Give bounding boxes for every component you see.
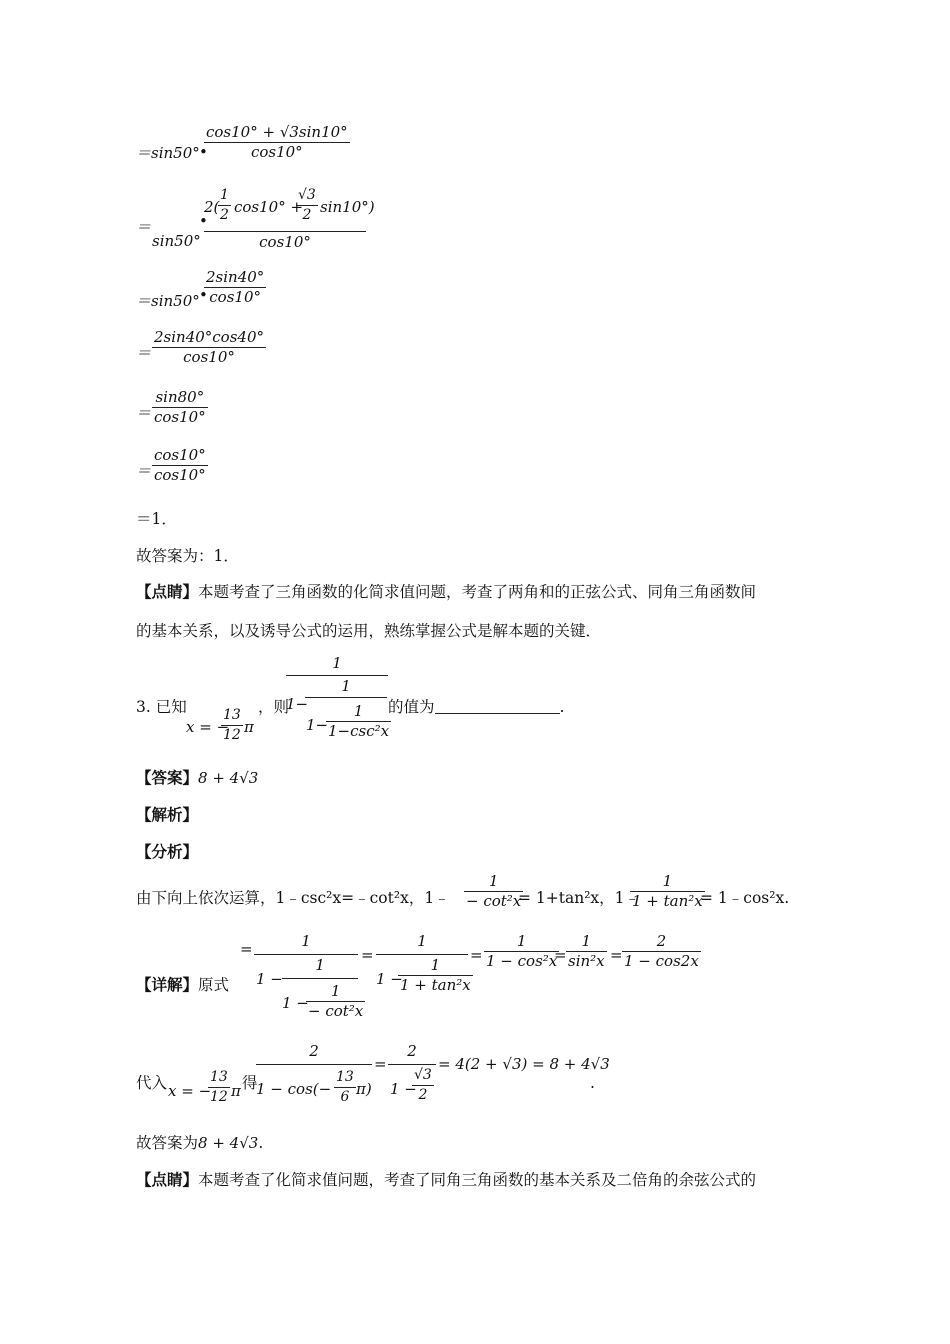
nested-fraction: [286, 654, 388, 676]
numerator: 1: [488, 872, 499, 890]
answer-blank: [435, 699, 560, 714]
sub-fraction-2: [388, 1042, 436, 1065]
denominator: cos10°: [250, 143, 303, 161]
equals-sign: =: [470, 946, 483, 964]
numerator: 1: [220, 187, 229, 203]
denominator: 1 + tan²x: [632, 892, 703, 910]
question-3-number: 3. 已知: [136, 698, 187, 716]
detail-eq2: [376, 932, 468, 955]
numerator: 1: [430, 956, 441, 974]
detail-eq3: [484, 932, 559, 971]
fenxi-text-a: 由下向上依次运算，1﹣csc²x=﹣cot²x，1﹣: [136, 889, 450, 907]
denominator: cos10°: [154, 466, 206, 484]
numerator: √3: [298, 187, 316, 203]
sub-f1-den-a: 1 − cos(−: [256, 1080, 332, 1098]
dot-operator: •: [199, 143, 208, 161]
denominator: cos10°: [259, 233, 311, 251]
comment-line-1: [136, 582, 756, 602]
numerator: 2: [656, 932, 667, 950]
numerator: sin80°: [155, 388, 205, 406]
numerator-part: cos10° +: [234, 198, 304, 216]
denominator: 1 − cos2x: [624, 952, 699, 970]
nested-mid-fraction: [305, 677, 387, 698]
numerator-part: 2(: [204, 198, 220, 216]
sub-f1-den-b: π): [356, 1080, 372, 1098]
answer-line: [136, 768, 258, 788]
value-of-text: [388, 697, 564, 717]
eq1-inner2: [306, 982, 365, 1021]
detail-label: [136, 975, 229, 995]
answer-line-1: 故答案为：1．: [136, 547, 239, 565]
numerator: 2: [407, 1042, 417, 1060]
eq2-lead: 1 −: [376, 970, 403, 988]
period: .: [258, 1134, 264, 1152]
denominator: cos10°: [209, 288, 261, 306]
numerator: 1: [301, 932, 311, 950]
sub-result: = 4(2 + √3) = 8 + 4√3: [438, 1055, 610, 1073]
deriv-line1-fraction: [204, 123, 350, 162]
equals-sign: =: [361, 946, 374, 964]
equals-sign: =: [240, 940, 253, 958]
denominator: 12: [223, 727, 241, 743]
nested-low-lead: 1−: [306, 716, 329, 734]
detail-text: 原式: [198, 976, 230, 994]
numerator: 1: [581, 932, 592, 950]
pi-symbol: π: [231, 1082, 241, 1100]
deriv-line5-fraction: [152, 388, 208, 427]
analysis-tag: 【解析】: [136, 805, 199, 824]
numerator: 2sin40°cos40°: [154, 328, 265, 346]
deriv-line2-lead: sin50°: [152, 232, 201, 250]
comment-tag: 【点睛】: [136, 582, 199, 601]
answer-prefix: 故答案为: [136, 1134, 199, 1152]
numerator: 1: [332, 654, 342, 672]
deriv-line3-fraction: [204, 268, 266, 307]
numerator: 2sin40°: [206, 268, 265, 286]
fenxi-fraction-2: [630, 872, 705, 911]
deriv-line4-fraction: [152, 328, 266, 367]
sub-fraction-1: [256, 1042, 372, 1065]
sub-period: .: [590, 1074, 595, 1092]
denominator: cos10°: [183, 348, 235, 366]
denominator: 1 + tan²x: [400, 976, 471, 994]
numerator: 13: [336, 1069, 354, 1085]
nested-mid-lead: 1−: [286, 695, 309, 713]
numerator: 1: [341, 677, 351, 695]
denominator: 6: [340, 1089, 350, 1105]
numerator: √3: [414, 1067, 432, 1083]
fenxi-tag: 【分析】: [136, 842, 199, 861]
numerator: cos10° + √3sin10°: [206, 123, 348, 141]
numerator: 2: [309, 1042, 319, 1060]
denominator: 2: [418, 1087, 428, 1103]
dot-operator: •: [199, 212, 208, 230]
numerator: cos10°: [154, 446, 206, 464]
substitute-lead: 代入: [136, 1074, 168, 1092]
deriv-line1-lead: ＝sin50°: [136, 144, 200, 162]
denominator: 12: [210, 1089, 228, 1105]
denominator: 2: [302, 207, 312, 223]
answer-line-2: [136, 1133, 263, 1153]
sub-f2-inner: [412, 1066, 434, 1105]
comment2-line: [136, 1170, 756, 1190]
equals-sign: =: [554, 946, 567, 964]
denominator: sin²x: [568, 952, 605, 970]
period: .: [559, 698, 565, 716]
equals-sign: ＝: [136, 404, 152, 422]
detail-tag: 【详解】: [136, 975, 199, 994]
root3-half-fraction: [296, 186, 318, 225]
detail-eq4: [566, 932, 607, 971]
sub-f1-inner: [334, 1068, 356, 1107]
deriv-result: ＝1．: [136, 510, 177, 528]
x-fraction: [221, 706, 243, 745]
numerator: 1: [330, 982, 341, 1000]
pi-symbol: π: [244, 718, 254, 736]
deriv-line3-lead: ＝sin50°: [136, 292, 200, 310]
numerator: 13: [223, 707, 241, 723]
numerator: 1: [516, 932, 527, 950]
deriv-line2-fraction: [204, 186, 375, 252]
equals-sign: ＝: [136, 218, 152, 236]
de-text: 得: [242, 1074, 258, 1092]
comment-text: 本题考查了三角函数的化简求值问题，考查了两角和的正弦公式、同角三角函数间: [198, 583, 757, 601]
detail-eq1: [254, 932, 358, 955]
denominator: 2: [220, 207, 229, 223]
detail-eq5: [622, 932, 701, 971]
numerator: 1: [353, 702, 364, 720]
comment2-tag: 【点睛】: [136, 1170, 199, 1189]
x-expr-lhs: x = −: [186, 718, 230, 736]
sub-x-lhs: x = −: [168, 1082, 212, 1100]
numerator-part: sin10°): [320, 198, 375, 216]
half-fraction: [218, 186, 231, 225]
answer-value: 8 + 4√3: [198, 769, 259, 787]
denominator: cos10°: [154, 408, 206, 426]
eq1-lead: 1 −: [256, 970, 283, 988]
eq1-inner: [282, 956, 358, 979]
denominator: − cot²x: [466, 892, 522, 910]
answer-value: 8 + 4√3: [198, 1134, 259, 1152]
numerator: 1: [315, 956, 325, 974]
fenxi-text-c: = 1﹣cos²x.: [700, 889, 790, 907]
denominator: − cot²x: [308, 1002, 364, 1020]
equals-sign: =: [610, 946, 623, 964]
answer-tag: 【答案】: [136, 768, 199, 787]
denominator: 1 − cos²x: [486, 952, 558, 970]
comment-line-2: 的基本关系，以及诱导公式的运用，熟练掌握公式是解本题的关键．: [136, 622, 602, 640]
deriv-line6-fraction: [152, 446, 208, 485]
comment2-text: 本题考查了化简求值问题，考查了同角三角函数的基本关系及二倍角的余弦公式的: [198, 1171, 757, 1189]
equals-sign: ＝: [136, 462, 152, 480]
sub-f2-lead: 1 −: [390, 1080, 417, 1098]
then-text: ，则: [258, 698, 290, 716]
numerator: 1: [662, 872, 673, 890]
fenxi-fraction-1: [464, 872, 523, 911]
equals-sign: =: [374, 1055, 387, 1073]
eq1-inner-lead: 1 −: [282, 994, 309, 1012]
denominator: 1−csc²x: [328, 722, 390, 740]
numerator: 1: [417, 932, 427, 950]
value-of-label: 的值为: [388, 698, 435, 716]
nested-low-fraction: [326, 702, 391, 741]
sub-x-fraction: [208, 1068, 230, 1107]
dot-operator: •: [199, 286, 208, 304]
fenxi-text-b: = 1+tan²x，1﹣: [518, 889, 641, 907]
equals-sign: ＝: [136, 344, 152, 362]
eq2-inner: [398, 956, 473, 995]
numerator: 13: [210, 1069, 228, 1085]
